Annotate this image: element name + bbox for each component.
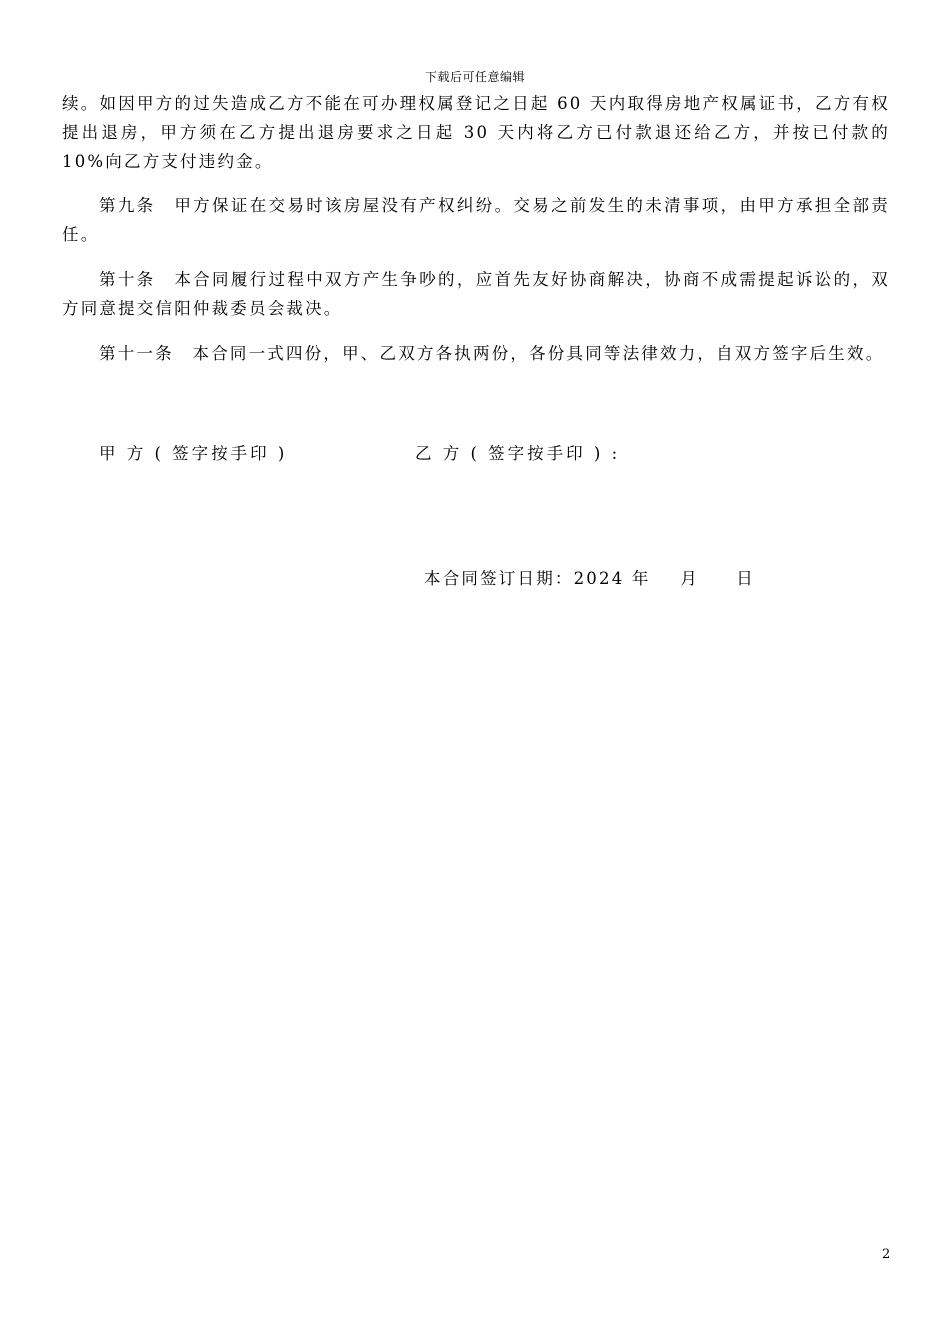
paragraph-article-10: 第十条 本合同履行过程中双方产生争吵的，应首先友好协商解决，协商不成需提起诉讼的，双方同意提交信阳仲裁委员会裁决。: [62, 270, 890, 318]
contract-sign-date: 本合同签订日期：2024 年 月 日: [424, 569, 755, 588]
paragraph-article-9: 第九条 甲方保证在交易时该房屋没有产权纠纷。交易之前发生的未清事项，由甲方承担全部责任。: [62, 196, 890, 244]
paragraph-article-11: 第十一条 本合同一式四份，甲、乙双方各执两份，各份具同等法律效力，自双方签字后生效。: [99, 344, 885, 363]
paragraph-continuation: 续。如因甲方的过失造成乙方不能在可办理权属登记之日起 60 天内取得房地产权属证书，乙方有权提出退房，甲方须在乙方提出退房要求之日起 30 天内将乙方已付款退还给乙方，并按已付款的 10%向乙方支付违约金。: [62, 94, 890, 171]
party-a-signature-label: 甲 方 ( 签字按手印 ): [99, 444, 288, 463]
header-note: 下载后可任意编辑: [424, 70, 525, 84]
page-number: 2: [882, 1247, 891, 1262]
party-b-signature-label: 乙 方 ( 签字按手印 ) :: [415, 444, 621, 463]
